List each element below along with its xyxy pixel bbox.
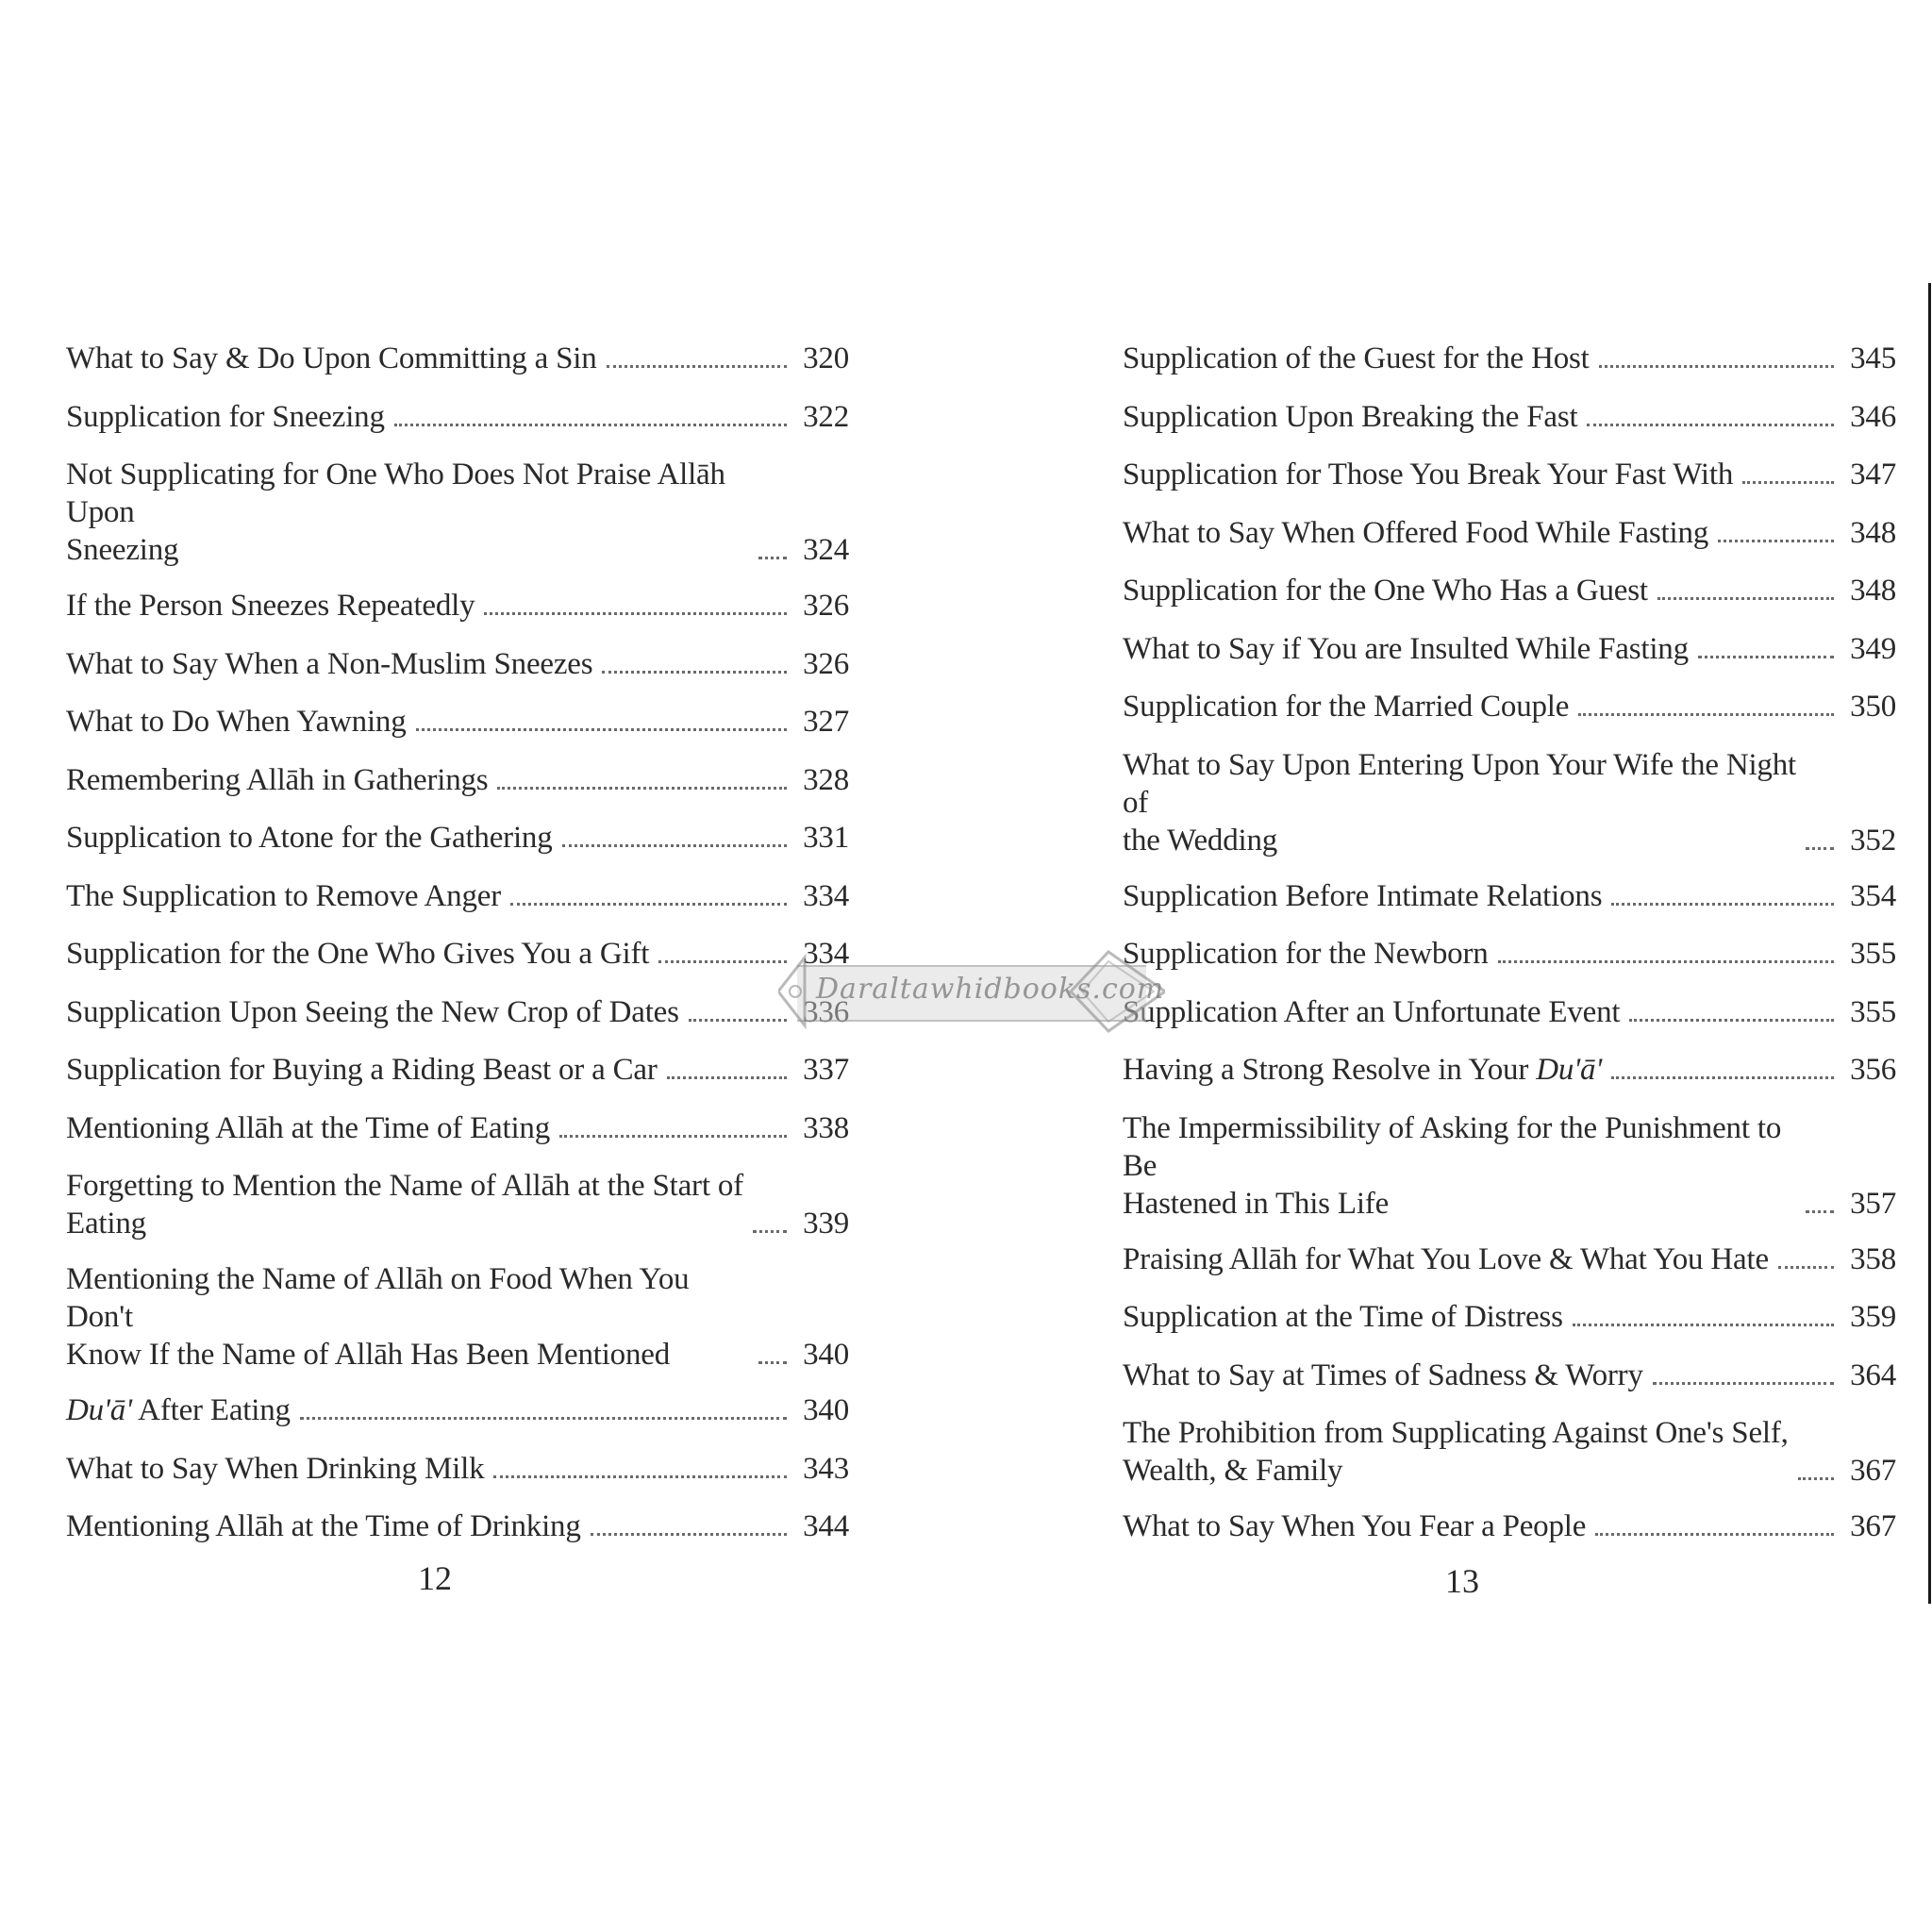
toc-entry: What to Say if You are Insulted While Fasting 349 [1123, 631, 1896, 666]
toc-entry: Mentioning Allāh at the Time of Drinking 344 [66, 1509, 849, 1543]
entry-page-number: 338 [803, 1110, 849, 1145]
entry-page-number: 354 [1850, 878, 1896, 913]
toc-entry: Supplication for the One Who Gives You a Gift 334 [66, 937, 849, 971]
entry-page-number: 331 [803, 821, 849, 855]
entry-page-number: 348 [1850, 574, 1896, 608]
toc-entry: Mentioning Allāh at the Time of Eating 338 [66, 1110, 849, 1145]
toc-entry: What to Say Upon Entering Upon Your Wife the Night of the Wedding 352 [1123, 747, 1896, 858]
dot-leader [510, 903, 787, 906]
dot-leader [1578, 713, 1834, 716]
dot-leader [1629, 1019, 1834, 1022]
toc-entry: The Prohibition from Supplicating Against One's Self, Wealth, & Family 367 [1123, 1416, 1896, 1488]
left-page [66, 340, 849, 1566]
dot-leader [758, 1361, 787, 1364]
toc-entry: The Supplication to Remove Anger 334 [66, 878, 849, 913]
entry-page-number: 345 [1850, 341, 1896, 375]
entry-page-number: 359 [1850, 1300, 1896, 1334]
dot-leader [753, 1230, 787, 1233]
dot-leader [602, 671, 787, 674]
entry-page-number: 337 [803, 1053, 849, 1087]
toc-entry: What to Say at Times of Sadness & Worry 364 [1123, 1357, 1896, 1392]
toc-entry: Supplication Upon Breaking the Fast 346 [1123, 399, 1896, 434]
dot-leader [607, 365, 787, 368]
dot-leader [394, 424, 787, 426]
entry-page-number: 327 [803, 705, 849, 739]
entry-page-number: 346 [1850, 399, 1896, 434]
toc-entry: What to Say When Drinking Milk 343 [66, 1451, 849, 1486]
toc-entry: Du'ā' After Eating 340 [66, 1393, 849, 1427]
dot-leader [1657, 597, 1834, 600]
dot-leader [1611, 903, 1834, 906]
page-edge-line [1928, 283, 1931, 1604]
dot-leader [689, 1019, 787, 1022]
entry-page-number: 348 [1850, 515, 1896, 550]
toc-entry: Supplication Before Intimate Relations 354 [1123, 878, 1896, 913]
entry-page-number: 356 [1850, 1053, 1896, 1087]
toc-entry: Having a Strong Resolve in Your Du'ā' 356 [1123, 1053, 1896, 1087]
dot-leader [667, 1076, 787, 1079]
entry-page-number: 367 [1850, 1454, 1896, 1488]
toc-entry: Supplication for the Married Couple 350 [1123, 690, 1896, 724]
dot-leader [497, 787, 787, 790]
toc-list-right [1123, 340, 1896, 1545]
dot-leader [562, 844, 787, 847]
toc-entry: What to Say When You Fear a People 367 [1123, 1509, 1896, 1543]
entry-page-number: 352 [1850, 823, 1896, 858]
entry-page-number: 326 [803, 646, 849, 681]
dot-leader [300, 1417, 787, 1420]
toc-entry: What to Say When a Non-Muslim Sneezes 326 [66, 646, 849, 681]
dot-leader [1806, 1210, 1834, 1213]
dot-leader [493, 1475, 787, 1478]
dot-leader [416, 728, 787, 731]
toc-entry: Supplication for Those You Break Your Fast With 347 [1123, 458, 1896, 491]
toc-entry: Supplication After an Unfortunate Event 355 [1123, 994, 1896, 1029]
toc-entry: Praising Allāh for What You Love & What You Hate 358 [1123, 1241, 1896, 1276]
watermark [778, 946, 1165, 1037]
toc-entry: Mentioning the Name of Allāh on Food When You Don't Know If the Name of Allāh Has Been Mentioned 340 [66, 1262, 849, 1372]
toc-entry: Supplication at the Time of Distress 359 [1123, 1300, 1896, 1334]
entry-page-number: 355 [1850, 937, 1896, 971]
entry-page-number: 343 [803, 1451, 849, 1486]
entry-page-number: 357 [1850, 1186, 1896, 1221]
toc-entry: Supplication for the Newborn 355 [1123, 937, 1896, 971]
entry-page-number: 364 [1850, 1357, 1896, 1392]
dot-leader [1806, 847, 1834, 850]
dot-leader [1798, 1477, 1834, 1480]
entry-page-number: 324 [803, 533, 849, 567]
toc-entry: Supplication for Sneezing 322 [66, 399, 849, 434]
entry-page-number: 339 [803, 1207, 849, 1241]
toc-entry: Supplication Upon Seeing the New Crop of Dates 336 [66, 994, 849, 1029]
dot-leader [1611, 1076, 1834, 1079]
entry-page-number: 358 [1850, 1241, 1896, 1276]
entry-page-number: 334 [803, 878, 849, 913]
entry-page-number: 347 [1850, 458, 1896, 491]
toc-entry: Not Supplicating for One Who Does Not Praise Allāh Upon Sneezing 324 [66, 458, 849, 567]
dot-leader [484, 612, 787, 615]
entry-page-number: 336 [803, 994, 849, 1029]
toc-entry: Supplication to Atone for the Gathering 331 [66, 821, 849, 855]
entry-page-number: 322 [803, 399, 849, 434]
dot-leader [1587, 424, 1834, 426]
toc-entry: What to Say & Do Upon Committing a Sin 320 [66, 341, 849, 375]
entry-page-number: 328 [803, 762, 849, 797]
right-page [1123, 340, 1896, 1566]
dot-leader [591, 1533, 787, 1536]
dot-leader [1573, 1324, 1834, 1326]
dot-leader [1599, 365, 1834, 368]
toc-entry: What to Do When Yawning 327 [66, 705, 849, 739]
toc-entry: Supplication for Buying a Riding Beast or a Car 337 [66, 1053, 849, 1087]
toc-entry: The Impermissibility of Asking for the Punishment to Be Hastened in This Life 357 [1123, 1110, 1896, 1221]
dot-leader [1742, 481, 1834, 484]
entry-page-number: 355 [1850, 994, 1896, 1029]
toc-entry: Remembering Allāh in Gatherings 328 [66, 762, 849, 797]
dot-leader [1718, 540, 1834, 542]
toc-entry: Forgetting to Mention the Name of Allāh at the Start of Eating 339 [66, 1169, 849, 1241]
entry-page-number: 340 [803, 1338, 849, 1372]
dot-leader [658, 960, 787, 963]
page-number-right: 13 [1445, 1562, 1479, 1600]
dot-leader [1595, 1533, 1834, 1536]
entry-page-number: 350 [1850, 690, 1896, 724]
dot-leader [1778, 1266, 1834, 1269]
entry-page-number: 326 [803, 589, 849, 623]
entry-page-number: 349 [1850, 631, 1896, 666]
toc-list-left [66, 340, 849, 1545]
toc-entry: Supplication for the One Who Has a Guest 348 [1123, 574, 1896, 608]
page-number-left: 12 [418, 1559, 452, 1597]
entry-page-number: 344 [803, 1509, 849, 1543]
toc-entry: Supplication of the Guest for the Host 345 [1123, 341, 1896, 375]
dot-leader [559, 1135, 787, 1138]
entry-page-number: 340 [803, 1393, 849, 1427]
dot-leader [1498, 960, 1834, 963]
entry-page-number: 334 [803, 937, 849, 971]
dot-leader [758, 557, 787, 559]
dot-leader [1698, 656, 1834, 658]
watermark-text: Daraltawhidbooks.com [816, 973, 1165, 1006]
toc-entry: What to Say When Offered Food While Fasting 348 [1123, 515, 1896, 550]
entry-page-number: 367 [1850, 1509, 1896, 1543]
toc-entry: If the Person Sneezes Repeatedly 326 [66, 589, 849, 623]
entry-page-number: 320 [803, 341, 849, 375]
dot-leader [1653, 1382, 1834, 1385]
